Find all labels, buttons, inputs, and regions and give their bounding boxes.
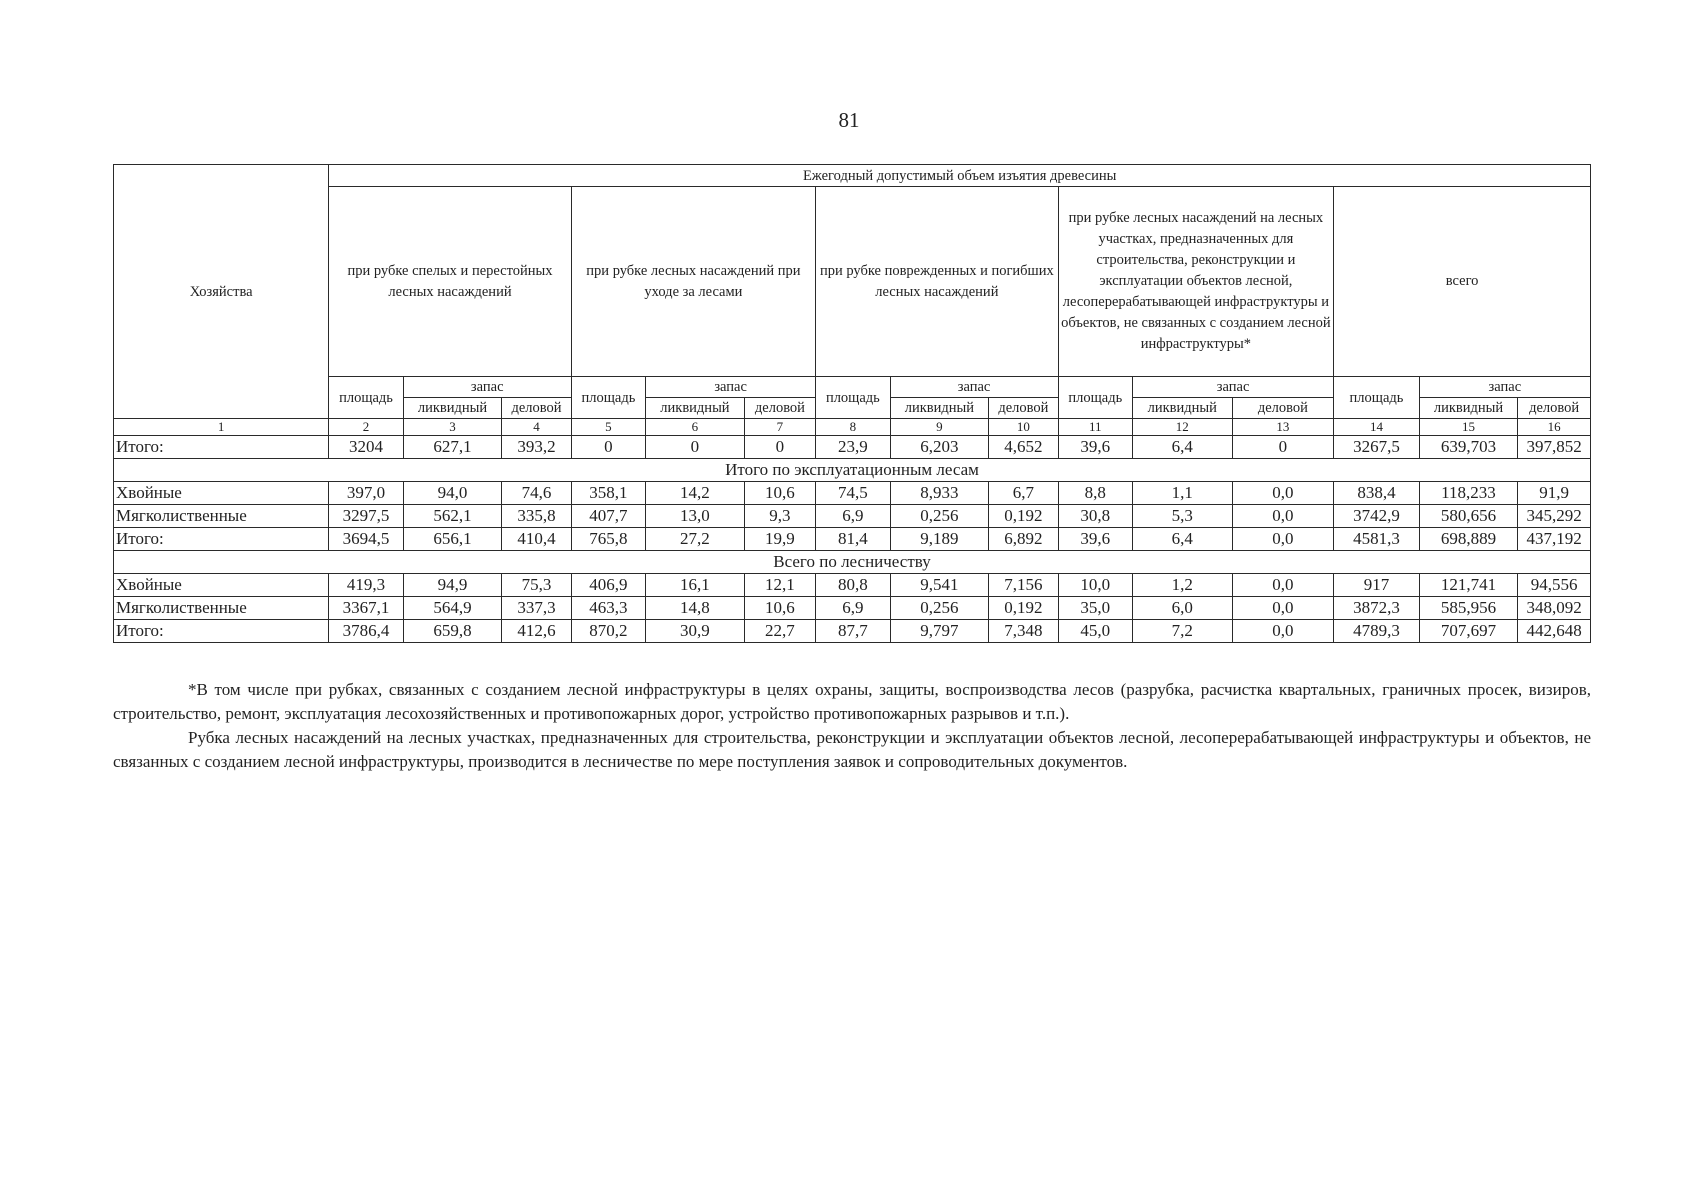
table-cell: 6,7 — [989, 482, 1058, 505]
table-cell: 9,3 — [744, 505, 815, 528]
header-business: деловой — [744, 398, 815, 419]
table-cell: 10,6 — [744, 482, 815, 505]
header-area: площадь — [816, 377, 890, 419]
table-cell: 0,0 — [1232, 574, 1334, 597]
table-cell: 3367,1 — [329, 597, 403, 620]
table-cell: 0,256 — [890, 505, 989, 528]
table-cell: 397,852 — [1518, 436, 1591, 459]
table-cell: 6,892 — [989, 528, 1058, 551]
table-cell: 3786,4 — [329, 620, 403, 643]
header-liquid: ликвидный — [1133, 398, 1233, 419]
header-stock: запас — [1419, 377, 1590, 398]
table-body — [114, 436, 1591, 643]
table-cell: 0,0 — [1232, 597, 1334, 620]
table-cell: 27,2 — [646, 528, 745, 551]
table-cell: 0 — [571, 436, 645, 459]
table-cell: 39,6 — [1058, 528, 1132, 551]
table-cell: 6,9 — [816, 505, 890, 528]
table-cell: 22,7 — [744, 620, 815, 643]
table-cell: 564,9 — [403, 597, 502, 620]
table-cell: 410,4 — [502, 528, 571, 551]
table-cell: 16,1 — [646, 574, 745, 597]
table-cell: 0,0 — [1232, 620, 1334, 643]
column-number-cell: 14 — [1334, 419, 1420, 436]
table-cell: 121,741 — [1419, 574, 1518, 597]
row-label: Мягколиственные — [114, 597, 329, 620]
table-cell: 75,3 — [502, 574, 571, 597]
header-annual-volume: Ежегодный допустимый объем изъятия древесины — [329, 165, 1591, 187]
section-title: Итого по эксплуатационным лесам — [114, 459, 1591, 482]
table-cell: 94,0 — [403, 482, 502, 505]
table-cell: 30,8 — [1058, 505, 1132, 528]
table-cell: 14,2 — [646, 482, 745, 505]
table-cell: 23,9 — [816, 436, 890, 459]
table-cell: 707,697 — [1419, 620, 1518, 643]
table-cell: 337,3 — [502, 597, 571, 620]
table-cell: 30,9 — [646, 620, 745, 643]
column-number-cell: 8 — [816, 419, 890, 436]
table-cell: 94,9 — [403, 574, 502, 597]
table-row — [114, 620, 1591, 643]
footnote-star: *В том числе при рубках, связанных с созданием лесной инфраструктуры в целях охраны, защиты, воспроизводства лесов (разрубка, расчистка квартальных, граничных просек, визиров, строительство, ремонт, эксплуатация лесохозяйственных и противопожарных дорог, устройство противопожарных разрывов и т.п.). — [113, 680, 1591, 723]
column-number-cell: 3 — [403, 419, 502, 436]
table-row — [114, 482, 1591, 505]
table-cell: 406,9 — [571, 574, 645, 597]
table-cell: 3297,5 — [329, 505, 403, 528]
table-cell: 419,3 — [329, 574, 403, 597]
section-title: Всего по лесничеству — [114, 551, 1591, 574]
table-cell: 627,1 — [403, 436, 502, 459]
header-liquid: ликвидный — [403, 398, 502, 419]
table-cell: 10,0 — [1058, 574, 1132, 597]
table-cell: 7,2 — [1133, 620, 1233, 643]
table-cell: 0,0 — [1232, 505, 1334, 528]
column-number-cell: 13 — [1232, 419, 1334, 436]
column-number-cell: 11 — [1058, 419, 1132, 436]
table-cell: 35,0 — [1058, 597, 1132, 620]
header-stock: запас — [1133, 377, 1334, 398]
table-cell: 3204 — [329, 436, 403, 459]
column-number-cell: 4 — [502, 419, 571, 436]
footnotes — [113, 678, 1591, 774]
table-cell: 9,541 — [890, 574, 989, 597]
table-cell: 87,7 — [816, 620, 890, 643]
header-group-care: при рубке лесных насаждений при уходе за лесами — [571, 187, 815, 377]
table-cell: 3872,3 — [1334, 597, 1420, 620]
table-cell: 1,1 — [1133, 482, 1233, 505]
header-business: деловой — [989, 398, 1058, 419]
header-stock: запас — [890, 377, 1058, 398]
header-group-damaged: при рубке поврежденных и погибших лесных насаждений — [816, 187, 1058, 377]
header-business: деловой — [502, 398, 571, 419]
table-cell: 639,703 — [1419, 436, 1518, 459]
table-cell: 5,3 — [1133, 505, 1233, 528]
header-group-mature: при рубке спелых и перестойных лесных насаждений — [329, 187, 571, 377]
table-cell: 39,6 — [1058, 436, 1132, 459]
table-cell: 9,189 — [890, 528, 989, 551]
table-cell: 7,348 — [989, 620, 1058, 643]
header-liquid: ликвидный — [890, 398, 989, 419]
header-liquid: ликвидный — [646, 398, 745, 419]
footnote-infrastructure: Рубка лесных насаждений на лесных участках, предназначенных для строительства, реконструкции и эксплуатации объектов лесной, лесоперерабатывающей инфраструктуры и объектов, не связанных с созданием лесной инфраструктуры, производится в лесничестве по мере поступления заявок и сопроводительных документов. — [113, 728, 1591, 771]
table-cell: 437,192 — [1518, 528, 1591, 551]
table-cell: 14,8 — [646, 597, 745, 620]
table-cell: 3742,9 — [1334, 505, 1420, 528]
table-cell: 12,1 — [744, 574, 815, 597]
table-cell: 74,6 — [502, 482, 571, 505]
table-cell: 656,1 — [403, 528, 502, 551]
table-cell: 463,3 — [571, 597, 645, 620]
table-cell: 562,1 — [403, 505, 502, 528]
table-cell: 397,0 — [329, 482, 403, 505]
header-area: площадь — [1334, 377, 1420, 419]
header-stock: запас — [646, 377, 816, 398]
column-number-cell: 1 — [114, 419, 329, 436]
table-cell: 45,0 — [1058, 620, 1132, 643]
section-title-row — [114, 551, 1591, 574]
table-cell: 580,656 — [1419, 505, 1518, 528]
row-label: Мягколиственные — [114, 505, 329, 528]
table-row — [114, 528, 1591, 551]
table-row — [114, 436, 1591, 459]
table-cell: 80,8 — [816, 574, 890, 597]
table-cell: 1,2 — [1133, 574, 1233, 597]
table-cell: 6,4 — [1133, 436, 1233, 459]
table-cell: 13,0 — [646, 505, 745, 528]
table-cell: 7,156 — [989, 574, 1058, 597]
table-cell: 838,4 — [1334, 482, 1420, 505]
table-cell: 393,2 — [502, 436, 571, 459]
table-cell: 3267,5 — [1334, 436, 1420, 459]
table-row — [114, 505, 1591, 528]
column-number-row — [114, 419, 1591, 436]
table-cell: 0 — [646, 436, 745, 459]
table-cell: 917 — [1334, 574, 1420, 597]
header-group-infrastructure: при рубке лесных насаждений на лесных участках, предназначенных для строительства, реконструкции и эксплуатации объектов лесной, лесоперерабатывающей инфраструктуры и объектов, не связанных с созданием лесной инфраструктуры* — [1058, 187, 1334, 377]
header-stock: запас — [403, 377, 571, 398]
column-number-cell: 6 — [646, 419, 745, 436]
header-business: деловой — [1232, 398, 1334, 419]
table-cell: 8,8 — [1058, 482, 1132, 505]
table-cell: 765,8 — [571, 528, 645, 551]
table-cell: 91,9 — [1518, 482, 1591, 505]
table-row — [114, 574, 1591, 597]
table-cell: 442,648 — [1518, 620, 1591, 643]
table-cell: 3694,5 — [329, 528, 403, 551]
table-cell: 81,4 — [816, 528, 890, 551]
table-cell: 19,9 — [744, 528, 815, 551]
header-area: площадь — [1058, 377, 1132, 419]
table-cell: 94,556 — [1518, 574, 1591, 597]
header-group-total: всего — [1334, 187, 1591, 377]
row-label: Хвойные — [114, 482, 329, 505]
table-row — [114, 597, 1591, 620]
row-label: Итого: — [114, 528, 329, 551]
column-number-cell: 7 — [744, 419, 815, 436]
row-label: Итого: — [114, 436, 329, 459]
column-number-cell: 2 — [329, 419, 403, 436]
row-label: Хвойные — [114, 574, 329, 597]
table-cell: 407,7 — [571, 505, 645, 528]
table-cell: 6,9 — [816, 597, 890, 620]
table-cell: 8,933 — [890, 482, 989, 505]
table-cell: 698,889 — [1419, 528, 1518, 551]
table-cell: 6,4 — [1133, 528, 1233, 551]
table-cell: 412,6 — [502, 620, 571, 643]
table-cell: 0 — [1232, 436, 1334, 459]
column-number-cell: 12 — [1133, 419, 1233, 436]
timber-volume-table — [113, 164, 1591, 643]
column-number-cell: 9 — [890, 419, 989, 436]
header-hozyaystva: Хозяйства — [114, 165, 329, 419]
column-number-cell: 16 — [1518, 419, 1591, 436]
table-cell: 345,292 — [1518, 505, 1591, 528]
column-number-cell: 15 — [1419, 419, 1518, 436]
header-area: площадь — [329, 377, 403, 419]
header-area: площадь — [571, 377, 645, 419]
table-cell: 74,5 — [816, 482, 890, 505]
page-number: 81 — [838, 108, 860, 132]
table-cell: 4,652 — [989, 436, 1058, 459]
section-title-row — [114, 459, 1591, 482]
table-cell: 335,8 — [502, 505, 571, 528]
table-cell: 6,203 — [890, 436, 989, 459]
table-cell: 0,0 — [1232, 528, 1334, 551]
table-cell: 4581,3 — [1334, 528, 1420, 551]
table-cell: 870,2 — [571, 620, 645, 643]
table-cell: 585,956 — [1419, 597, 1518, 620]
table-cell: 0,0 — [1232, 482, 1334, 505]
table-cell: 659,8 — [403, 620, 502, 643]
table-cell: 0 — [744, 436, 815, 459]
table-cell: 6,0 — [1133, 597, 1233, 620]
table-cell: 348,092 — [1518, 597, 1591, 620]
table-cell: 0,192 — [989, 505, 1058, 528]
table-cell: 0,192 — [989, 597, 1058, 620]
table-cell: 118,233 — [1419, 482, 1518, 505]
row-label: Итого: — [114, 620, 329, 643]
header-business: деловой — [1518, 398, 1591, 419]
table-cell: 358,1 — [571, 482, 645, 505]
table-cell: 0,256 — [890, 597, 989, 620]
column-number-cell: 10 — [989, 419, 1058, 436]
table-cell: 9,797 — [890, 620, 989, 643]
table-cell: 4789,3 — [1334, 620, 1420, 643]
table-cell: 10,6 — [744, 597, 815, 620]
header-liquid: ликвидный — [1419, 398, 1518, 419]
column-number-cell: 5 — [571, 419, 645, 436]
